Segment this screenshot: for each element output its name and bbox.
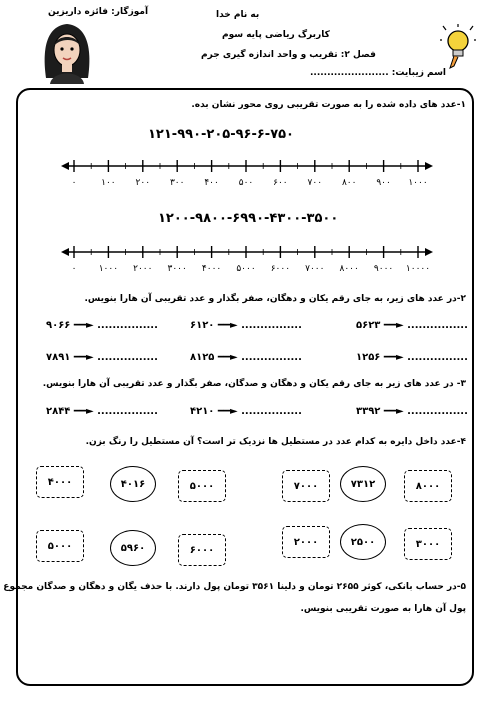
teacher-name: آموزگار: فائزه داریزین bbox=[48, 7, 149, 17]
q3-exercise-2 bbox=[190, 406, 302, 417]
answer-blank[interactable]: ................ bbox=[241, 352, 302, 363]
arrow-right-icon: ━━► bbox=[383, 352, 404, 363]
arrow-right-icon: ━━► bbox=[73, 352, 94, 363]
q4-title: ۴-عدد داخل دایره به کدام عدد در مستطیل ها نزدیک تر است؟ آن مستطیل را رنگ بزن. bbox=[85, 437, 466, 447]
q2-exercise-3 bbox=[356, 320, 468, 331]
arrow-right-icon: ━━► bbox=[73, 320, 94, 331]
q4-circle: ۵۹۶۰ bbox=[110, 530, 156, 566]
tick-label: ۱۰۰۰۰ bbox=[405, 264, 431, 274]
q3-exercise-3 bbox=[356, 406, 468, 417]
q2-title: ۲-در عدد های زیر، به جای رقم یکان و دهگان، صفر بگذار و عدد تقریبی آن هارا بنویس. bbox=[84, 294, 466, 304]
q1-sequence-1: ۱۲۱-۹۹۰-۲۰۵-۹۶-۶-۷۵۰ bbox=[148, 127, 294, 142]
q4-box[interactable]: ۶۰۰۰ bbox=[178, 534, 226, 566]
arrow-right-icon: ━━► bbox=[217, 320, 238, 331]
tick-label: ۳۰۰۰ bbox=[167, 264, 187, 274]
answer-blank[interactable]: ................ bbox=[407, 352, 468, 363]
tick-label: ۶۰۰۰ bbox=[270, 264, 291, 274]
tick-label: ۰ bbox=[71, 264, 77, 274]
q2-number: ۹۰۶۶ bbox=[46, 320, 71, 331]
q2-exercise-6 bbox=[356, 352, 468, 363]
q1-sequence-2: ۱۲۰۰-۹۸۰۰-۶۹۹۰-۴۳۰۰-۳۵۰۰ bbox=[158, 211, 339, 226]
q2-exercise-4 bbox=[46, 352, 158, 363]
tick-label: ۱۰۰۰ bbox=[408, 178, 428, 188]
tick-label: ۷۰۰۰ bbox=[305, 264, 325, 274]
tick-label: ۸۰۰۰ bbox=[339, 264, 359, 274]
q2-exercise-2 bbox=[190, 320, 302, 331]
q2-number: ۸۱۲۵ bbox=[190, 352, 215, 363]
q3-number: ۲۸۴۴ bbox=[46, 406, 71, 417]
tick-label: ۱۰۰۰ bbox=[98, 264, 119, 274]
tick-label: ۰ bbox=[71, 178, 77, 188]
q4-circle: ۲۵۰۰ bbox=[340, 524, 386, 560]
tick-label: ۷۰۰ bbox=[307, 178, 323, 188]
tick-label: ۴۰۰۰ bbox=[201, 264, 222, 274]
lightbulb-pencil-icon bbox=[440, 24, 476, 70]
q2-number: ۷۸۹۱ bbox=[46, 352, 71, 363]
tick-label: ۹۰۰۰ bbox=[373, 264, 394, 274]
answer-blank[interactable]: ................ bbox=[407, 320, 468, 331]
tick-label: ۶۰۰ bbox=[273, 178, 288, 188]
q5-line-2: پول آن هارا به صورت تقریبی بنویس. bbox=[300, 604, 466, 614]
q1-title: ۱-عدد های داده شده را به صورت تقریبی روی محور نشان بده. bbox=[191, 100, 466, 110]
q4-box[interactable]: ۵۰۰۰ bbox=[178, 470, 226, 502]
tick-label: ۲۰۰۰ bbox=[133, 264, 153, 274]
q2-exercise-1 bbox=[46, 320, 158, 331]
q3-exercise-1 bbox=[46, 406, 158, 417]
q4-box[interactable]: ۳۰۰۰ bbox=[404, 528, 452, 560]
q4-box[interactable]: ۲۰۰۰ bbox=[282, 526, 330, 558]
tick-label: ۵۰۰ bbox=[238, 178, 254, 188]
q4-box[interactable]: ۸۰۰۰ bbox=[404, 470, 452, 502]
tick-label: ۲۰۰ bbox=[135, 178, 151, 188]
worksheet-title: کاربرگ ریاضی پایه سوم bbox=[222, 30, 330, 40]
q3-number: ۳۳۹۲ bbox=[356, 406, 381, 417]
student-name-field: اسم زیبایت: ....................... bbox=[310, 68, 447, 78]
tick-label: ۴۰۰ bbox=[204, 178, 219, 188]
q2-number: ۵۶۲۳ bbox=[356, 320, 381, 331]
q4-circle: ۷۳۱۲ bbox=[340, 466, 386, 502]
arrow-right-icon: ━━► bbox=[217, 352, 238, 363]
q5-line-1: ۵-در حساب بانکی، کوثر ۲۶۵۵ تومان و دلینا ۳۵۶۱ تومان پول دارند. با حذف یگان و دهگان و صدگان مجموع bbox=[3, 582, 466, 592]
q2-number: ۱۲۵۶ bbox=[356, 352, 381, 363]
tick-label: ۹۰۰ bbox=[376, 178, 391, 188]
q2-exercise-5 bbox=[190, 352, 302, 363]
number-line-1 bbox=[60, 156, 440, 192]
q2-number: ۶۱۲۰ bbox=[190, 320, 215, 331]
teacher-avatar bbox=[36, 20, 98, 84]
answer-blank[interactable]: ................ bbox=[97, 352, 158, 363]
answer-blank[interactable]: ................ bbox=[407, 406, 468, 417]
chapter-title: فصل ۲: تقریب و واحد اندازه گیری جرم bbox=[201, 50, 376, 60]
q3-number: ۴۲۱۰ bbox=[190, 406, 215, 417]
tick-label: ۸۰۰ bbox=[341, 178, 357, 188]
tick-label: ۵۰۰۰ bbox=[236, 264, 256, 274]
answer-blank[interactable]: ................ bbox=[241, 406, 302, 417]
tick-label: ۱۰۰ bbox=[101, 178, 116, 188]
arrow-right-icon: ━━► bbox=[383, 320, 404, 331]
bismillah: به نام خدا bbox=[216, 10, 260, 20]
q4-box[interactable]: ۴۰۰۰ bbox=[36, 466, 84, 498]
arrow-right-icon: ━━► bbox=[217, 406, 238, 417]
number-line-2 bbox=[60, 242, 440, 278]
tick-label: ۳۰۰ bbox=[169, 178, 185, 188]
arrow-right-icon: ━━► bbox=[383, 406, 404, 417]
arrow-right-icon: ━━► bbox=[73, 406, 94, 417]
q4-box[interactable]: ۷۰۰۰ bbox=[282, 470, 330, 502]
answer-blank[interactable]: ................ bbox=[241, 320, 302, 331]
answer-blank[interactable]: ................ bbox=[97, 406, 158, 417]
q4-box[interactable]: ۵۰۰۰ bbox=[36, 530, 84, 562]
q3-title: ۳- در عدد های زیر به جای رقم یکان و دهگان و صدگان، صفر بگذار و عدد تقریبی آن هارا بنویس. bbox=[42, 379, 466, 389]
q4-circle: ۴۰۱۶ bbox=[110, 466, 156, 502]
answer-blank[interactable]: ................ bbox=[97, 320, 158, 331]
